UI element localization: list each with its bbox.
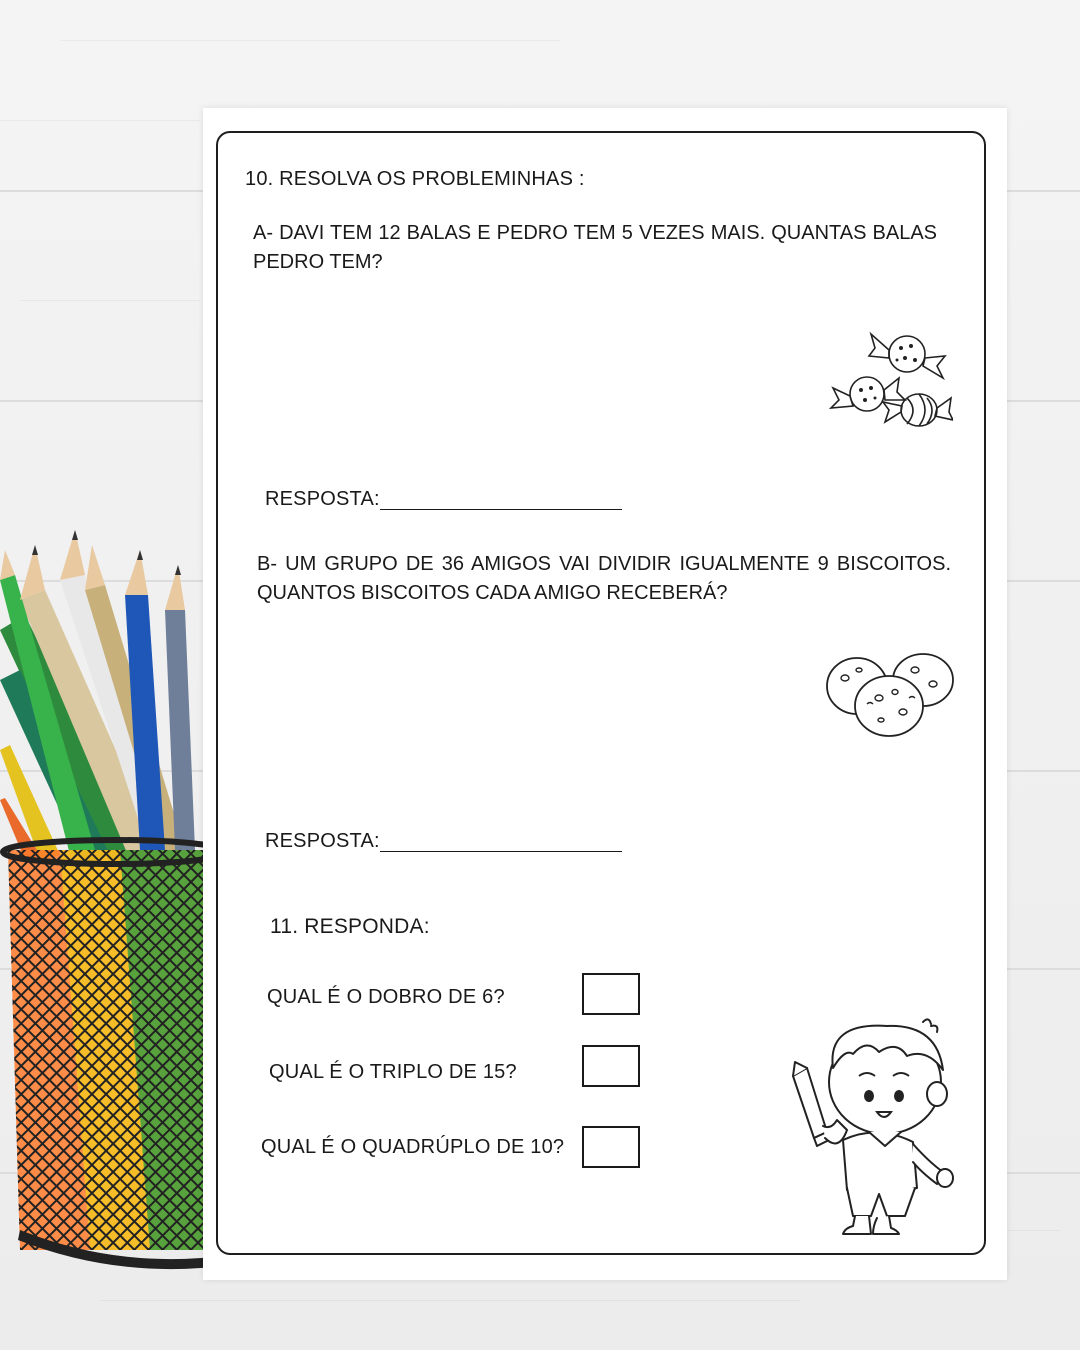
question-11-item: QUAL É O DOBRO DE 6? <box>267 986 505 1008</box>
problem-a-text: A- DAVI TEM 12 BALAS E PEDRO TEM 5 VEZES MAIS. QUANTAS BALAS PEDRO TEM? <box>253 222 937 273</box>
answer-line-a[interactable] <box>380 509 622 510</box>
candy-icon <box>827 326 953 436</box>
answer-line-b[interactable] <box>380 851 622 852</box>
answer-box-2[interactable] <box>582 1045 640 1087</box>
question-11-item: QUAL É O QUADRÚPLO DE 10? <box>261 1136 565 1158</box>
boy-with-pencil-icon <box>787 1012 957 1238</box>
answer-label-b: RESPOSTA: <box>265 830 380 852</box>
question-10-title: 10. RESOLVA OS PROBLEMINHAS : <box>245 168 585 190</box>
question-11-title: 11. RESPONDA: <box>270 915 430 938</box>
question-11-item: QUAL É O TRIPLO DE 15? <box>269 1061 517 1083</box>
cookie-icon <box>823 648 955 740</box>
answer-label-a: RESPOSTA: <box>265 488 380 510</box>
worksheet-page <box>203 108 1007 1280</box>
answer-box-1[interactable] <box>582 973 640 1015</box>
pencil-cup-icon <box>0 520 230 1280</box>
problem-b-text: B- UM GRUPO DE 36 AMIGOS VAI DIVIDIR IGUALMENTE 9 BISCOITOS. QUANTOS BISCOITOS CADA AMIGO RECEBERÁ? <box>257 553 951 604</box>
answer-box-3[interactable] <box>582 1126 640 1168</box>
